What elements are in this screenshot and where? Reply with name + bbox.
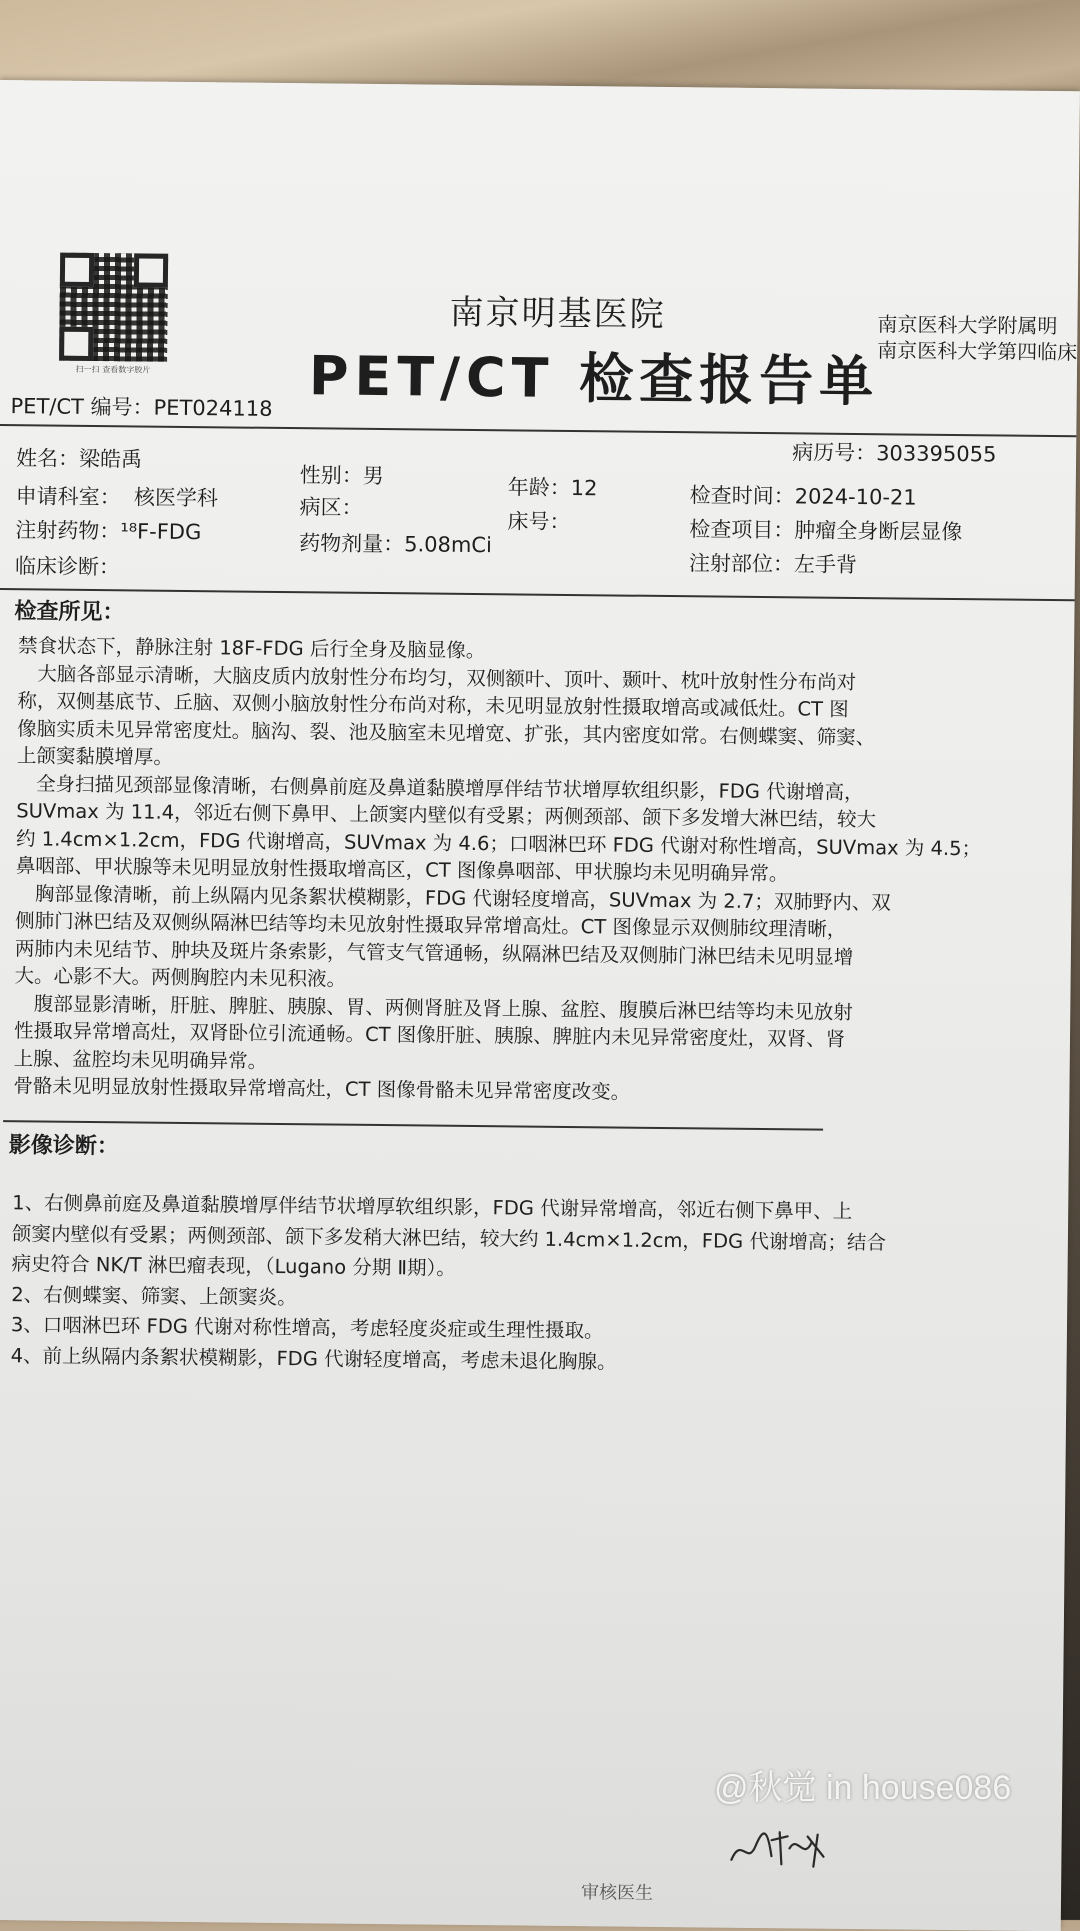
- findings-line: 大脑各部显示清晰，大脑皮质内放射性分布均匀，双侧额叶、顶叶、颞叶、枕叶放射性分布尚对: [18, 660, 1078, 699]
- site-label: 注射部位：: [689, 551, 794, 576]
- drug-label: 注射药物：: [15, 518, 120, 543]
- findings-line: 胸部显像清晰，前上纵隔内见条絮状模糊影，FDG 代谢轻度增高，SUVmax 为 2.7；双肺野内、双: [15, 880, 1075, 919]
- findings-line: 性摄取异常增高灶，双肾卧位引流通畅。CT 图像肝脏、胰腺、脾脏内未见异常密度灶，双肾、肾: [14, 1017, 1074, 1056]
- name-value: 梁皓禹: [79, 447, 142, 472]
- findings-line: 全身扫描见颈部显像清晰，右侧鼻前庭及鼻道黏膜增厚伴结节状增厚软组织影，FDG 代谢增高，: [16, 770, 1076, 809]
- watermark-text: @秋觉 in house086: [714, 1769, 1011, 1807]
- bed: [507, 505, 570, 536]
- doctor-label: 审核医生: [581, 1878, 653, 1905]
- findings-line: 像脑实质未见异常密度灶。脑沟、裂、池及脑室未见增宽、扩张，其内密度如常。右侧蝶窦、筛窦、: [17, 715, 1077, 754]
- findings-line: 禁食状态下，静脉注射 18F-FDG 后行全身及脑显像。: [18, 632, 1078, 671]
- info-divider: [0, 588, 1075, 601]
- diagnosis-body: [10, 1188, 1072, 1382]
- sex-label: 性别：: [300, 463, 363, 488]
- findings-body: [13, 632, 1078, 1111]
- clinical-diagnosis: [15, 550, 120, 581]
- exam-item: [689, 513, 962, 546]
- injection-site: [689, 547, 857, 579]
- affiliation: [877, 311, 1078, 365]
- drug-value: ¹⁸F-FDG: [120, 519, 201, 544]
- doctor-signature-icon: [727, 1826, 837, 1867]
- affiliation-line: 南京医科大学附属明: [877, 311, 1077, 339]
- findings-line: 上腺、盆腔均未见明确异常。: [14, 1045, 1074, 1084]
- diagnosis-line: 2、右侧蝶窦、筛窦、上颌窦炎。: [11, 1280, 1071, 1322]
- diagnosis-line: 病史符合 NK/T 淋巴瘤表现，（Lugano 分期 Ⅱ期）。: [11, 1249, 1071, 1291]
- bed-label: 床号：: [507, 509, 570, 534]
- age-label: 年龄：: [508, 475, 571, 500]
- age-value: 12: [571, 476, 598, 500]
- report-no: [10, 390, 272, 423]
- apply-dept: [15, 480, 218, 512]
- dept-label: 申请科室：: [16, 484, 121, 509]
- dose-value: 5.08mCi: [404, 532, 492, 557]
- ward: [299, 491, 362, 522]
- diagnosis-line: 4、前上纵隔内条絮状模糊影，FDG 代谢轻度增高，考虑未退化胸腺。: [10, 1341, 1070, 1383]
- hospital-name: 南京明基医院: [449, 285, 666, 336]
- diagnosis-line: 1、右侧鼻前庭及鼻道黏膜增厚伴结节状增厚软组织影，FDG 代谢异常增高，邻近右侧下鼻甲、上: [12, 1188, 1072, 1230]
- report-paper: [0, 80, 1080, 1931]
- findings-line: 称，双侧基底节、丘脑、双侧小脑放射性分布尚对称，未见明显放射性摄取增高或减低灶。CT 图: [17, 687, 1077, 726]
- site-value: 左手背: [794, 552, 857, 577]
- clinical-label: 临床诊断：: [15, 554, 120, 579]
- findings-title: 检查所见：: [14, 594, 124, 626]
- findings-line: 腹部显影清晰，肝脏、脾脏、胰腺、胃、两侧肾脏及肾上腺、盆腔、腹膜后淋巴结等均未见放射: [14, 990, 1074, 1029]
- report-no-label: PET/CT 编号：: [10, 394, 153, 419]
- findings-line: 鼻咽部、甲状腺等未见明显放射性摄取增高区，CT 图像鼻咽部、甲状腺均未见明确异常。: [16, 852, 1076, 891]
- exam-time-value: 2024-10-21: [795, 484, 917, 509]
- drug-dose: [299, 527, 492, 559]
- patient-sex: [300, 459, 384, 490]
- exam-time: [690, 479, 917, 511]
- dose-label: 药物剂量：: [299, 531, 404, 556]
- patient-age: [508, 471, 598, 502]
- findings-line: 侧肺门淋巴结及双侧纵隔淋巴结等均未见放射性摄取异常增高灶。CT 图像显示双侧肺纹理清晰，: [15, 907, 1075, 946]
- report-no-value: PET024118: [153, 396, 272, 421]
- findings-line: 大。心影不大。两侧胸腔内未见积液。: [14, 962, 1074, 1001]
- header-divider: [0, 424, 1076, 437]
- dept-value: 核医学科: [134, 485, 218, 510]
- affiliation-line: 南京医科大学第四临床: [877, 337, 1077, 365]
- report-title: PET/CT 检查报告单: [309, 333, 880, 416]
- findings-divider: [3, 1120, 823, 1131]
- record-no: [792, 436, 997, 468]
- watermark: [714, 1760, 1011, 1809]
- qr-code-icon: [59, 253, 168, 362]
- findings-line: 约 1.4cm×1.2cm，FDG 代谢增高，SUVmax 为 4.6；口咽淋巴环 FDG 代谢对称性增高，SUVmax 为 4.5；: [16, 825, 1076, 864]
- ward-label: 病区：: [299, 495, 362, 520]
- findings-line: 上颌窦黏膜增厚。: [17, 742, 1077, 781]
- qr-caption: 扫一扫 查看数字胶片: [57, 365, 169, 376]
- sex-value: 男: [363, 464, 384, 488]
- injected-drug: [15, 514, 201, 546]
- patient-name: [16, 442, 142, 473]
- findings-line: SUVmax 为 11.4，邻近右侧下鼻甲、上颌窦内壁似有受累；两侧颈部、颌下多发增大淋巴结，较大: [16, 797, 1076, 836]
- diagnosis-line: 3、口咽淋巴环 FDG 代谢对称性增高，考虑轻度炎症或生理性摄取。: [11, 1310, 1071, 1352]
- findings-line: 骨骼未见明显放射性摄取异常增高灶，CT 图像骨骼未见异常密度改变。: [13, 1072, 1073, 1111]
- record-no-value: 303395055: [876, 441, 996, 466]
- exam-time-label: 检查时间：: [690, 483, 795, 508]
- record-no-label: 病历号：: [792, 440, 876, 465]
- findings-line: 两肺内未见结节、肿块及斑片条索影，气管支气管通畅，纵隔淋巴结及双侧肺门淋巴结未见明显增: [15, 935, 1075, 974]
- name-label: 姓名：: [16, 446, 79, 471]
- exam-item-value: 肿瘤全身断层显像: [794, 518, 962, 544]
- diagnosis-title: 影像诊断：: [9, 1128, 119, 1160]
- exam-item-label: 检查项目：: [689, 517, 794, 542]
- diagnosis-line: 颌窦内壁似有受累；两侧颈部、颌下多发稍大淋巴结，较大约 1.4cm×1.2cm，FDG 代谢增高；结合: [12, 1219, 1072, 1261]
